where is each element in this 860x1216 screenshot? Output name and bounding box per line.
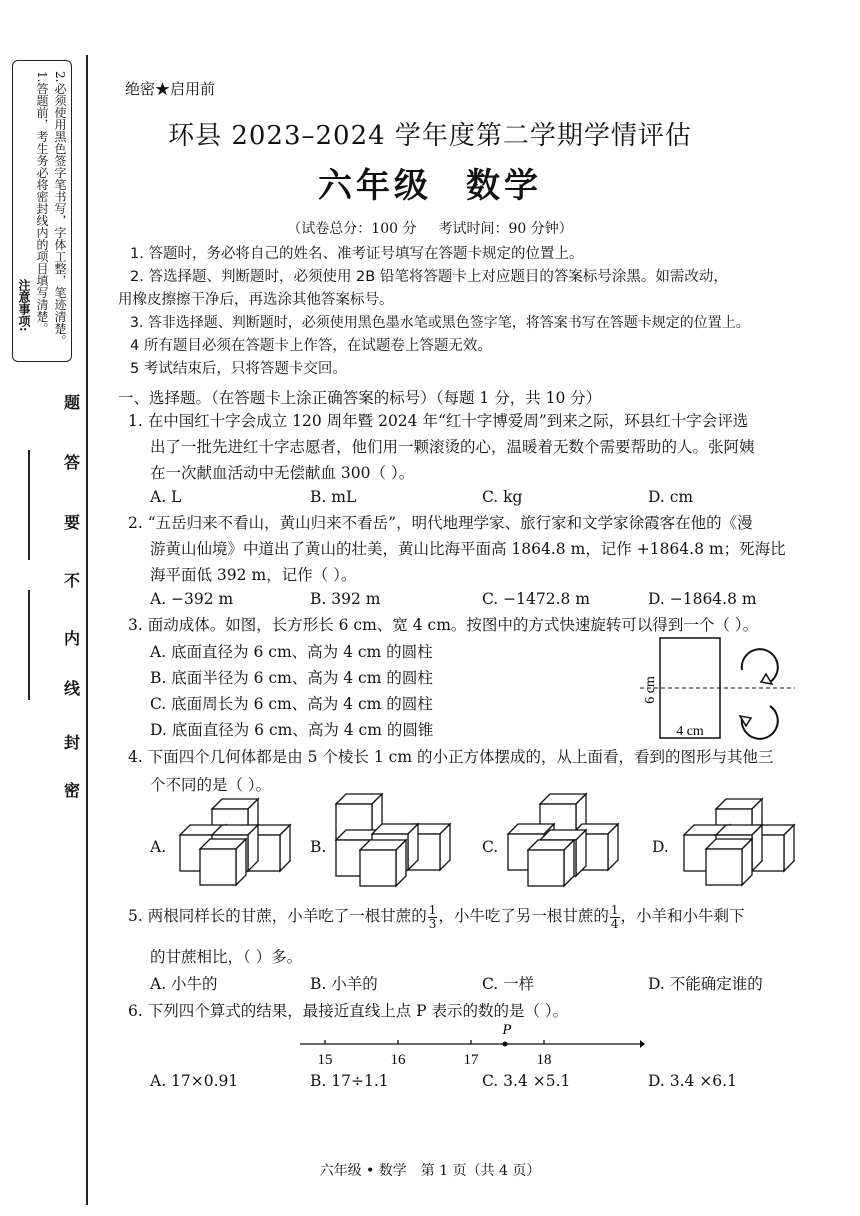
point-p-marker [503,1042,508,1047]
q1-option-a: A. L [150,488,182,506]
grade-label: 六年级 [318,166,432,206]
tick-label-15: 15 [317,1052,333,1068]
subject-label: 数学 [466,166,542,206]
seal-char: 不 [64,571,81,590]
q5-option-b: B. 小羊的 [310,975,378,993]
q5-text-a: 5. 两根同样长的甘蔗，小羊吃了一根甘蔗的 [128,907,427,925]
footer-subject: 六年级 • 数学 [319,1163,407,1179]
q2-line-2: 游黄山仙境》中道出了黄山的壮美，黄山比海平面高 1864.8 m，记作 +1864.8 m；死海比 [150,540,786,558]
instruction-5: 5 考试结束后，只将答题卡交回。 [130,361,347,377]
exam-meta [0,218,860,238]
fraction-denominator: 4 [610,916,619,931]
q1-option-b: B. mL [310,488,357,506]
q6-option-a: A. 17×0.91 [150,1072,239,1090]
instruction-2-cont: 用橡皮擦擦干净后，再选涂其他答案标号。 [118,292,394,308]
q4-label-d: D. [652,838,669,856]
point-p-label: P [502,1022,512,1038]
exam-title: 环县 2023–2024 学年度第二学期学情评估 [168,121,692,151]
q6-line: 6. 下列四个算式的结果，最接近直线上点 P 表示的数的是（ ）。 [128,1002,569,1020]
seal-char: 线 [64,679,81,698]
q4-label-a: A. [150,838,167,856]
instruction-4: 4 所有题目必须在答题卡上作答，在试题卷上答题无效。 [130,338,492,354]
q5-option-c: C. 一样 [482,975,535,993]
q4-line-2: 个不同的是（ ）。 [150,776,272,794]
q1-option-c: C. kg [482,488,523,506]
q6-option-b: B. 17÷1.1 [310,1072,389,1090]
q5-line-1 [128,903,843,931]
q2-line-1: 2. “五岳归来不看山，黄山归来不看岳”，明代地理学家、旅行家和文学家徐霞客在他的《漫 [128,514,753,532]
q2-option-b: B. 392 m [310,590,381,608]
q5-option-d: D. 不能确定谁的 [648,975,763,993]
q4-label-b: B. [310,838,327,856]
fraction-one-fourth [610,904,620,931]
fraction-one-third [428,904,438,931]
notice-title: 注意事项: [17,279,31,332]
q3-option-d: D. 底面直径为 6 cm、高为 4 cm 的圆锥 [150,721,434,739]
seal-char: 要 [64,513,81,532]
q4-shape-a [170,795,300,895]
q3-option-c: C. 底面周长为 6 cm、高为 4 cm 的圆柱 [150,695,433,713]
footer-page: 第 1 页（共 4 页） [420,1163,541,1179]
secret-label: 绝密★启用前 [125,80,216,98]
q4-line-1: 4. 下面四个几何体都是由 5 个棱长 1 cm 的小正方体摆成的，从上面看，看到的图形与其他三 [128,748,774,766]
fraction-denominator: 3 [428,916,437,931]
q1-line-2: 出了一批先进红十字志愿者，他们用一颗滚烫的心，温暖着无数个需要帮助的人。张阿姨 [150,438,755,456]
instruction-1: 1. 答题时，务必将自己的姓名、准考证号填写在答题卡规定的位置上。 [130,246,584,262]
total-score: （试卷总分：100 分 [287,221,417,237]
q2-line-3: 海平面低 392 m，记作（ ）。 [150,566,357,584]
q2-option-a: A. −392 m [150,590,234,608]
q4-shape-d [672,795,812,895]
q5-text-c: ，小羊和小牛剩下 [620,907,745,925]
q3-option-b: B. 底面半径为 6 cm、高为 4 cm 的圆柱 [150,669,433,687]
seal-char: 内 [64,629,81,648]
seal-char: 密 [64,781,81,800]
instruction-2: 2. 答选择题、判断题时，必须使用 2B 铅笔将答题卡上对应题目的答案标号涂黑。如需改动， [130,269,728,285]
seal-char: 答 [64,453,81,472]
q5-option-a: A. 小牛的 [150,975,218,993]
q2-option-c: C. −1472.8 m [482,590,591,608]
section-heading: 一、选择题。（在答题卡上涂正确答案的标号）（每题 1 分，共 10 分） [118,389,602,407]
fraction-numerator: 1 [610,902,619,917]
notice-line-1: 1.答题前，考生务必将密封线内的项目填写清楚。 [35,71,49,335]
tick-label-18: 18 [536,1052,552,1068]
name-underline [28,450,30,560]
instruction-3: 3. 答非选择题、判断题时，必须使用黑色墨水笔或黑色签字笔，将答案书写在答题卡规定的位置上。 [130,315,750,331]
fig-height-label: 6 cm [643,676,658,704]
fraction-numerator: 1 [428,902,437,917]
tick-label-16: 16 [390,1052,406,1068]
page-footer [0,1160,860,1180]
q5-text-b: ，小牛吃了另一根甘蔗的 [438,907,609,925]
number-line [295,1018,645,1070]
notice-box [12,60,72,362]
q1-option-d: D. cm [648,488,694,506]
q3-option-a: A. 底面直径为 6 cm、高为 4 cm 的圆柱 [150,643,433,661]
exam-time: 考试时间：90 分钟） [438,221,573,237]
fig-width-label: 4 cm [676,724,704,739]
q4-label-c: C. [482,838,499,856]
q5-line-2: 的甘蔗相比，（ ）多。 [150,948,303,966]
q1-line-3: 在一次献血活动中无偿献血 300（ ）。 [150,464,415,482]
q2-option-d: D. −1864.8 m [648,590,757,608]
q3-line: 3. 面动成体。如图，长方形长 6 cm、宽 4 cm。按图中的方式快速旋转可以得到一个（ ）。 [128,616,759,634]
q1-line-1: 1. 在中国红十字会成立 120 周年暨 2024 年“红十字博爱周”到来之际，环县红十字会评选 [128,412,749,430]
q6-option-c: C. 3.4 ×5.1 [482,1072,571,1090]
notice-line-2: 2.必须使用黑色签字笔书写，字体工整，笔迹清楚。 [53,71,67,347]
exam-subtitle [0,158,860,207]
q4-shape-c [500,790,630,895]
q6-option-d: D. 3.4 ×6.1 [648,1072,737,1090]
seal-char: 题 [64,393,81,412]
q4-shape-b [328,790,458,895]
rectangle-rotation-figure [620,630,800,750]
id-underline [28,590,30,700]
tick-label-17: 17 [463,1052,479,1068]
seal-char: 封 [64,733,81,752]
